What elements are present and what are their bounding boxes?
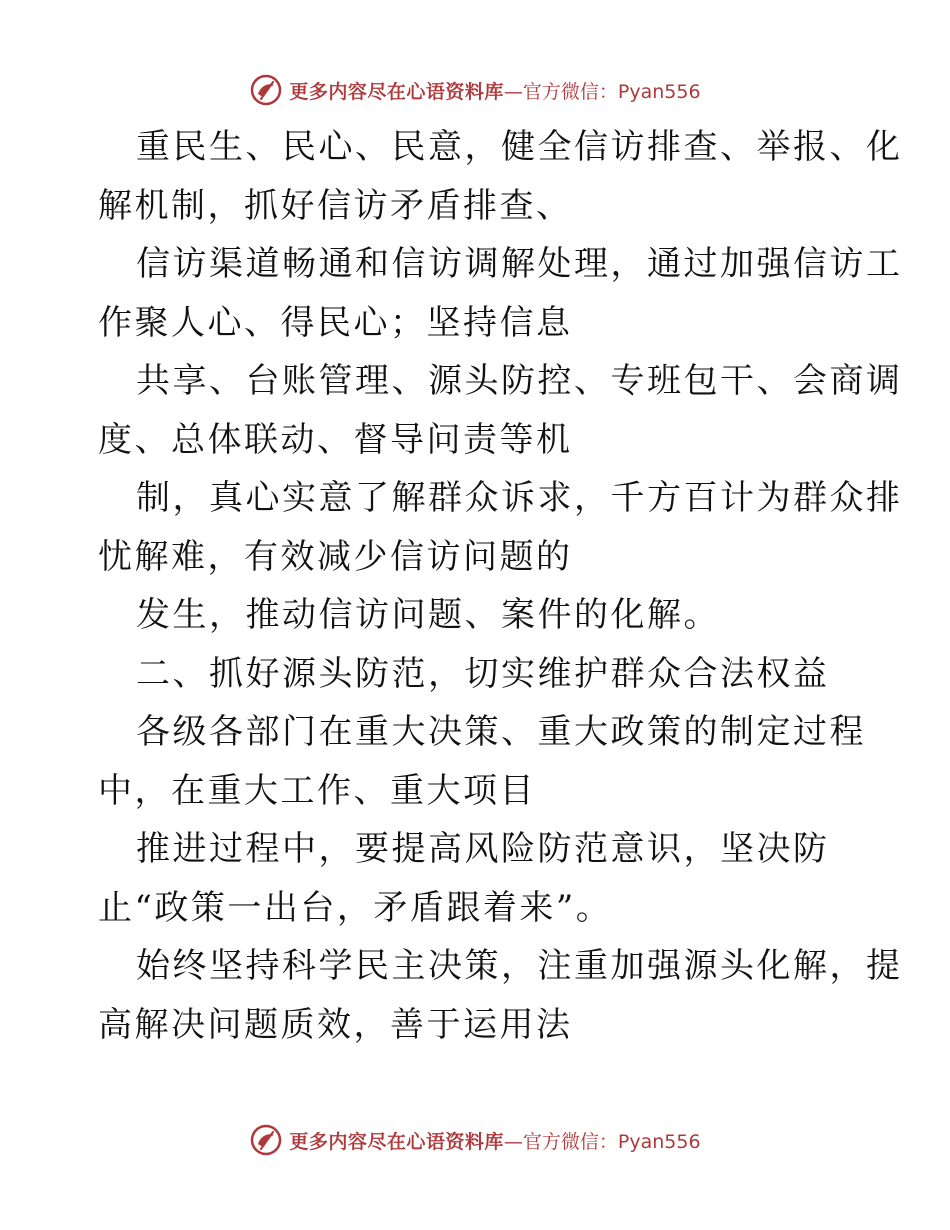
brand-logo-icon	[249, 73, 283, 107]
text-line: 中，在重大工作、重大项目	[98, 770, 536, 811]
text-line: 解机制，抓好信访矛盾排查、	[98, 185, 573, 226]
text-line: 度、总体联动、督导问责等机	[98, 419, 573, 460]
text-line: 信访渠道畅通和信访调解处理，通过加强信访工	[136, 244, 903, 284]
text-line: 始终坚持科学民主决策，注重加强源头化解，提	[136, 946, 903, 986]
text-line: 推进过程中，要提高风险防范意识，坚决防	[136, 829, 830, 869]
watermark-main-text: 更多内容尽在心语资料库	[289, 80, 504, 103]
watermark-sub-text: —官方微信：Pyan556	[503, 80, 701, 103]
text-line: 发生，推动信访问题、案件的化解。	[136, 595, 720, 635]
section-heading: 二、抓好源头防范，切实维护群众合法权益	[136, 653, 830, 694]
watermark-sub-text: —官方微信：Pyan556	[503, 1130, 701, 1153]
watermark-main-text: 更多内容尽在心语资料库	[289, 1130, 504, 1153]
text-line: 重民生、民心、民意，健全信访排查、举报、化	[136, 127, 903, 167]
text-line: 止“政策一出台，矛盾跟着来”。	[98, 887, 613, 928]
text-line: 作聚人心、得民心；坚持信息	[98, 302, 573, 343]
text-line: 共享、台账管理、源头防控、专班包干、会商调	[136, 361, 903, 401]
header-watermark	[0, 70, 950, 110]
text-line: 高解决问题质效，善于运用法	[98, 1004, 573, 1045]
text-line: 制，真心实意了解群众诉求，千方百计为群众排	[136, 478, 903, 518]
text-line: 各级各部门在重大决策、重大政策的制定过程	[136, 712, 866, 752]
footer-watermark	[0, 1120, 950, 1160]
text-line: 忧解难，有效减少信访问题的	[98, 536, 573, 577]
brand-logo-icon	[249, 1123, 283, 1157]
document-body	[98, 118, 903, 1054]
